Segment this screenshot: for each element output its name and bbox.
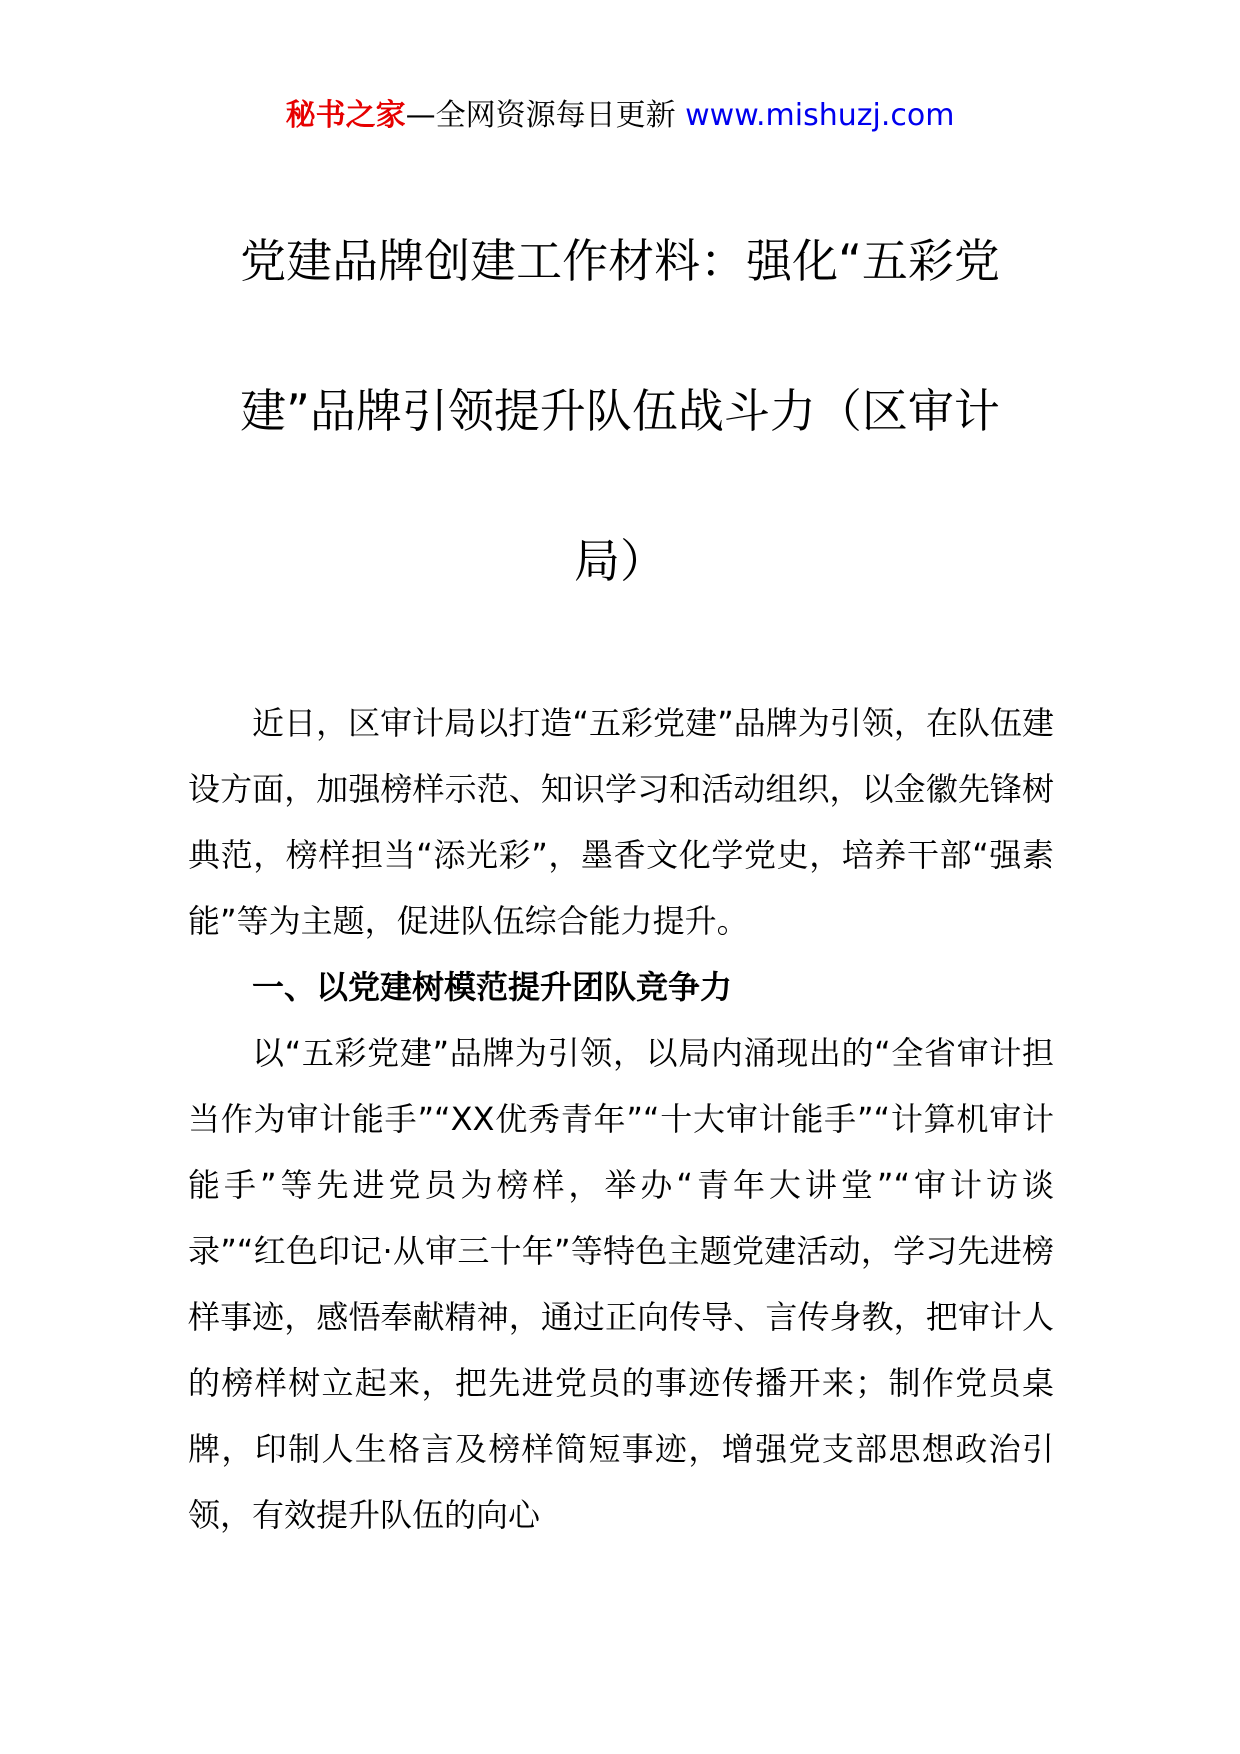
page-header bbox=[0, 96, 1240, 136]
header-tagline: —全网资源每日更新 bbox=[405, 98, 686, 133]
title-line-1: 党建品牌创建工作材料：强化“五彩党 bbox=[240, 234, 1000, 288]
title-line-3: 局） bbox=[574, 534, 666, 588]
intro-paragraph: 近日，区审计局以打造“五彩党建”品牌为引领，在队伍建设方面，加强榜样示范、知识学习和活动组织，以金徽先锋树典范，榜样担当“添光彩”，墨香文化学党史，培养干部“强素能”等为主题，促进队伍综合能力提升。 bbox=[188, 704, 1054, 940]
document-title bbox=[200, 186, 1040, 636]
brand-name: 秘书之家 bbox=[285, 98, 406, 133]
title-line-2: 建”品牌引领提升队伍战斗力（区审计 bbox=[240, 384, 1000, 438]
site-url-link[interactable]: www.mishuzj.com bbox=[685, 98, 955, 133]
section-paragraph-1: 以“五彩党建”品牌为引领，以局内涌现出的“全省审计担当作为审计能手”“XX优秀青年”“十大审计能手”“计算机审计能手”等先进党员为榜样，举办“青年大讲堂”“审计访谈录”“红色印记·从审三十年”等特色主题党建活动，学习先进榜样事迹，感悟奉献精神，通过正向传导、言传身教，把审计人的榜样树立起来，把先进党员的事迹传播开来；制作党员桌牌，印制人生格言及榜样简短事迹，增强党支部思想政治引领，有效提升队伍的向心 bbox=[188, 1034, 1054, 1534]
document-body bbox=[188, 690, 1054, 1548]
section-heading-1: 一、以党建树模范提升团队竞争力 bbox=[252, 968, 733, 1006]
